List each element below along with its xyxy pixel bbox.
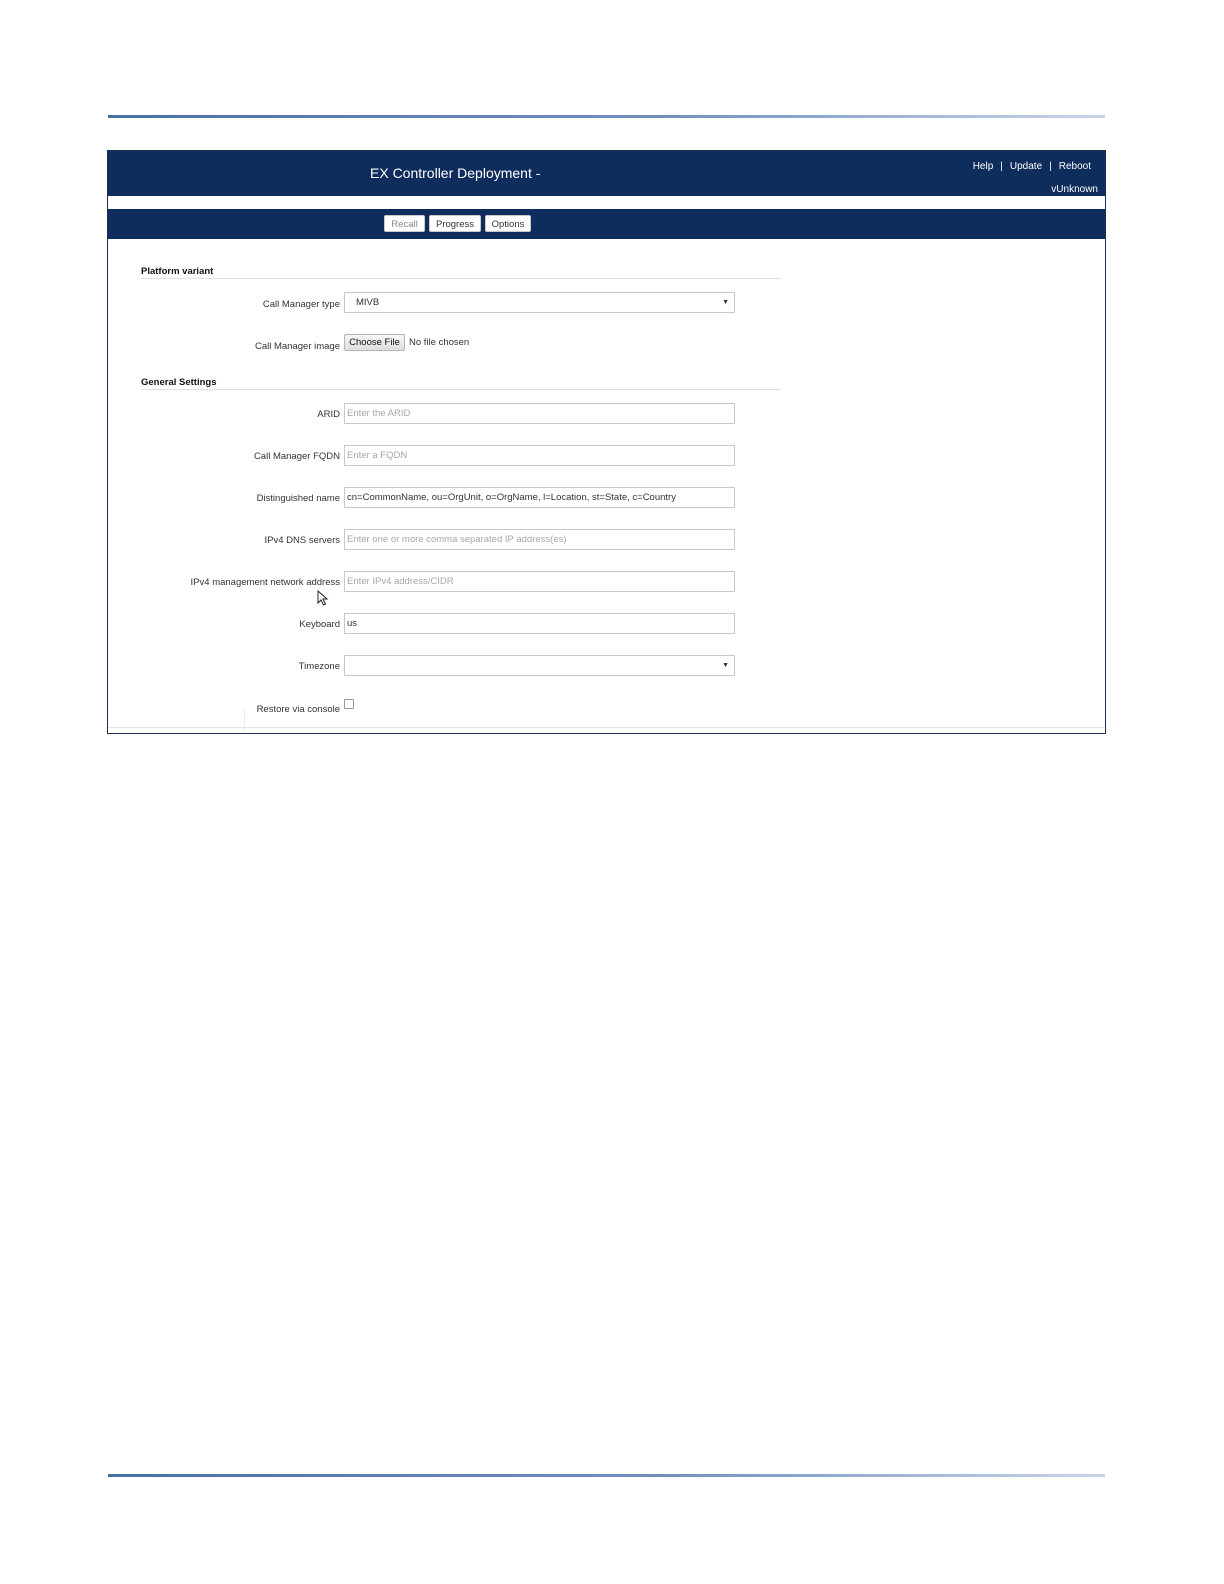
section-divider	[141, 278, 781, 279]
arid-input[interactable]: Enter the ARID	[344, 403, 735, 424]
page-top-rule	[108, 115, 1105, 118]
mgmt-address-input[interactable]: Enter IPv4 address/CIDR	[344, 571, 735, 592]
choose-file-button[interactable]: Choose File	[344, 334, 405, 351]
divider	[108, 727, 1105, 728]
dns-servers-label: IPv4 DNS servers	[264, 535, 340, 546]
arid-label: ARID	[317, 409, 340, 420]
app-header	[108, 151, 1105, 196]
chevron-down-icon: ▼	[722, 299, 729, 306]
restore-console-checkbox[interactable]	[344, 699, 354, 709]
section-divider	[141, 389, 781, 390]
call-manager-type-label: Call Manager type	[262, 299, 340, 310]
distinguished-name-input[interactable]: cn=CommonName, ou=OrgUnit, o=OrgName, l=Location, st=State, c=Country	[344, 487, 735, 508]
header-links	[973, 161, 1091, 172]
general-settings-heading: General Settings	[141, 377, 217, 388]
distinguished-name-label: Distinguished name	[256, 493, 340, 504]
version-label: vUnknown	[1051, 184, 1098, 195]
fqdn-label: Call Manager FQDN	[253, 451, 340, 462]
options-button[interactable]: Options	[485, 215, 531, 232]
mgmt-address-label: IPv4 management network address	[190, 577, 340, 588]
deployment-window	[107, 150, 1106, 734]
link-separator: |	[1049, 161, 1052, 172]
action-toolbar	[108, 209, 1105, 239]
divider	[244, 707, 245, 733]
call-manager-type-value: MIVB	[356, 297, 380, 308]
update-link[interactable]: Update	[1009, 161, 1043, 172]
restore-console-label: Restore via console	[256, 704, 340, 715]
call-manager-type-select[interactable]	[344, 292, 735, 313]
progress-button[interactable]: Progress	[429, 215, 481, 232]
timezone-label: Timezone	[298, 661, 340, 672]
timezone-select[interactable]	[344, 655, 735, 676]
page-bottom-rule	[108, 1474, 1105, 1477]
help-link[interactable]: Help	[972, 161, 994, 172]
link-separator: |	[1000, 161, 1003, 172]
page-title: EX Controller Deployment -	[370, 165, 541, 181]
keyboard-input[interactable]: us	[344, 613, 735, 634]
fqdn-input[interactable]: Enter a FQDN	[344, 445, 735, 466]
reboot-link[interactable]: Reboot	[1058, 161, 1091, 172]
keyboard-label: Keyboard	[299, 619, 340, 630]
call-manager-image-label: Call Manager image	[254, 341, 340, 352]
mouse-pointer-icon	[317, 590, 329, 606]
platform-variant-heading: Platform variant	[141, 266, 214, 277]
dns-servers-input[interactable]: Enter one or more comma separated IP address(es)	[344, 529, 735, 550]
file-status-text: No file chosen	[409, 337, 470, 348]
recall-button[interactable]: Recall	[384, 215, 425, 232]
chevron-down-icon: ▼	[722, 662, 729, 669]
